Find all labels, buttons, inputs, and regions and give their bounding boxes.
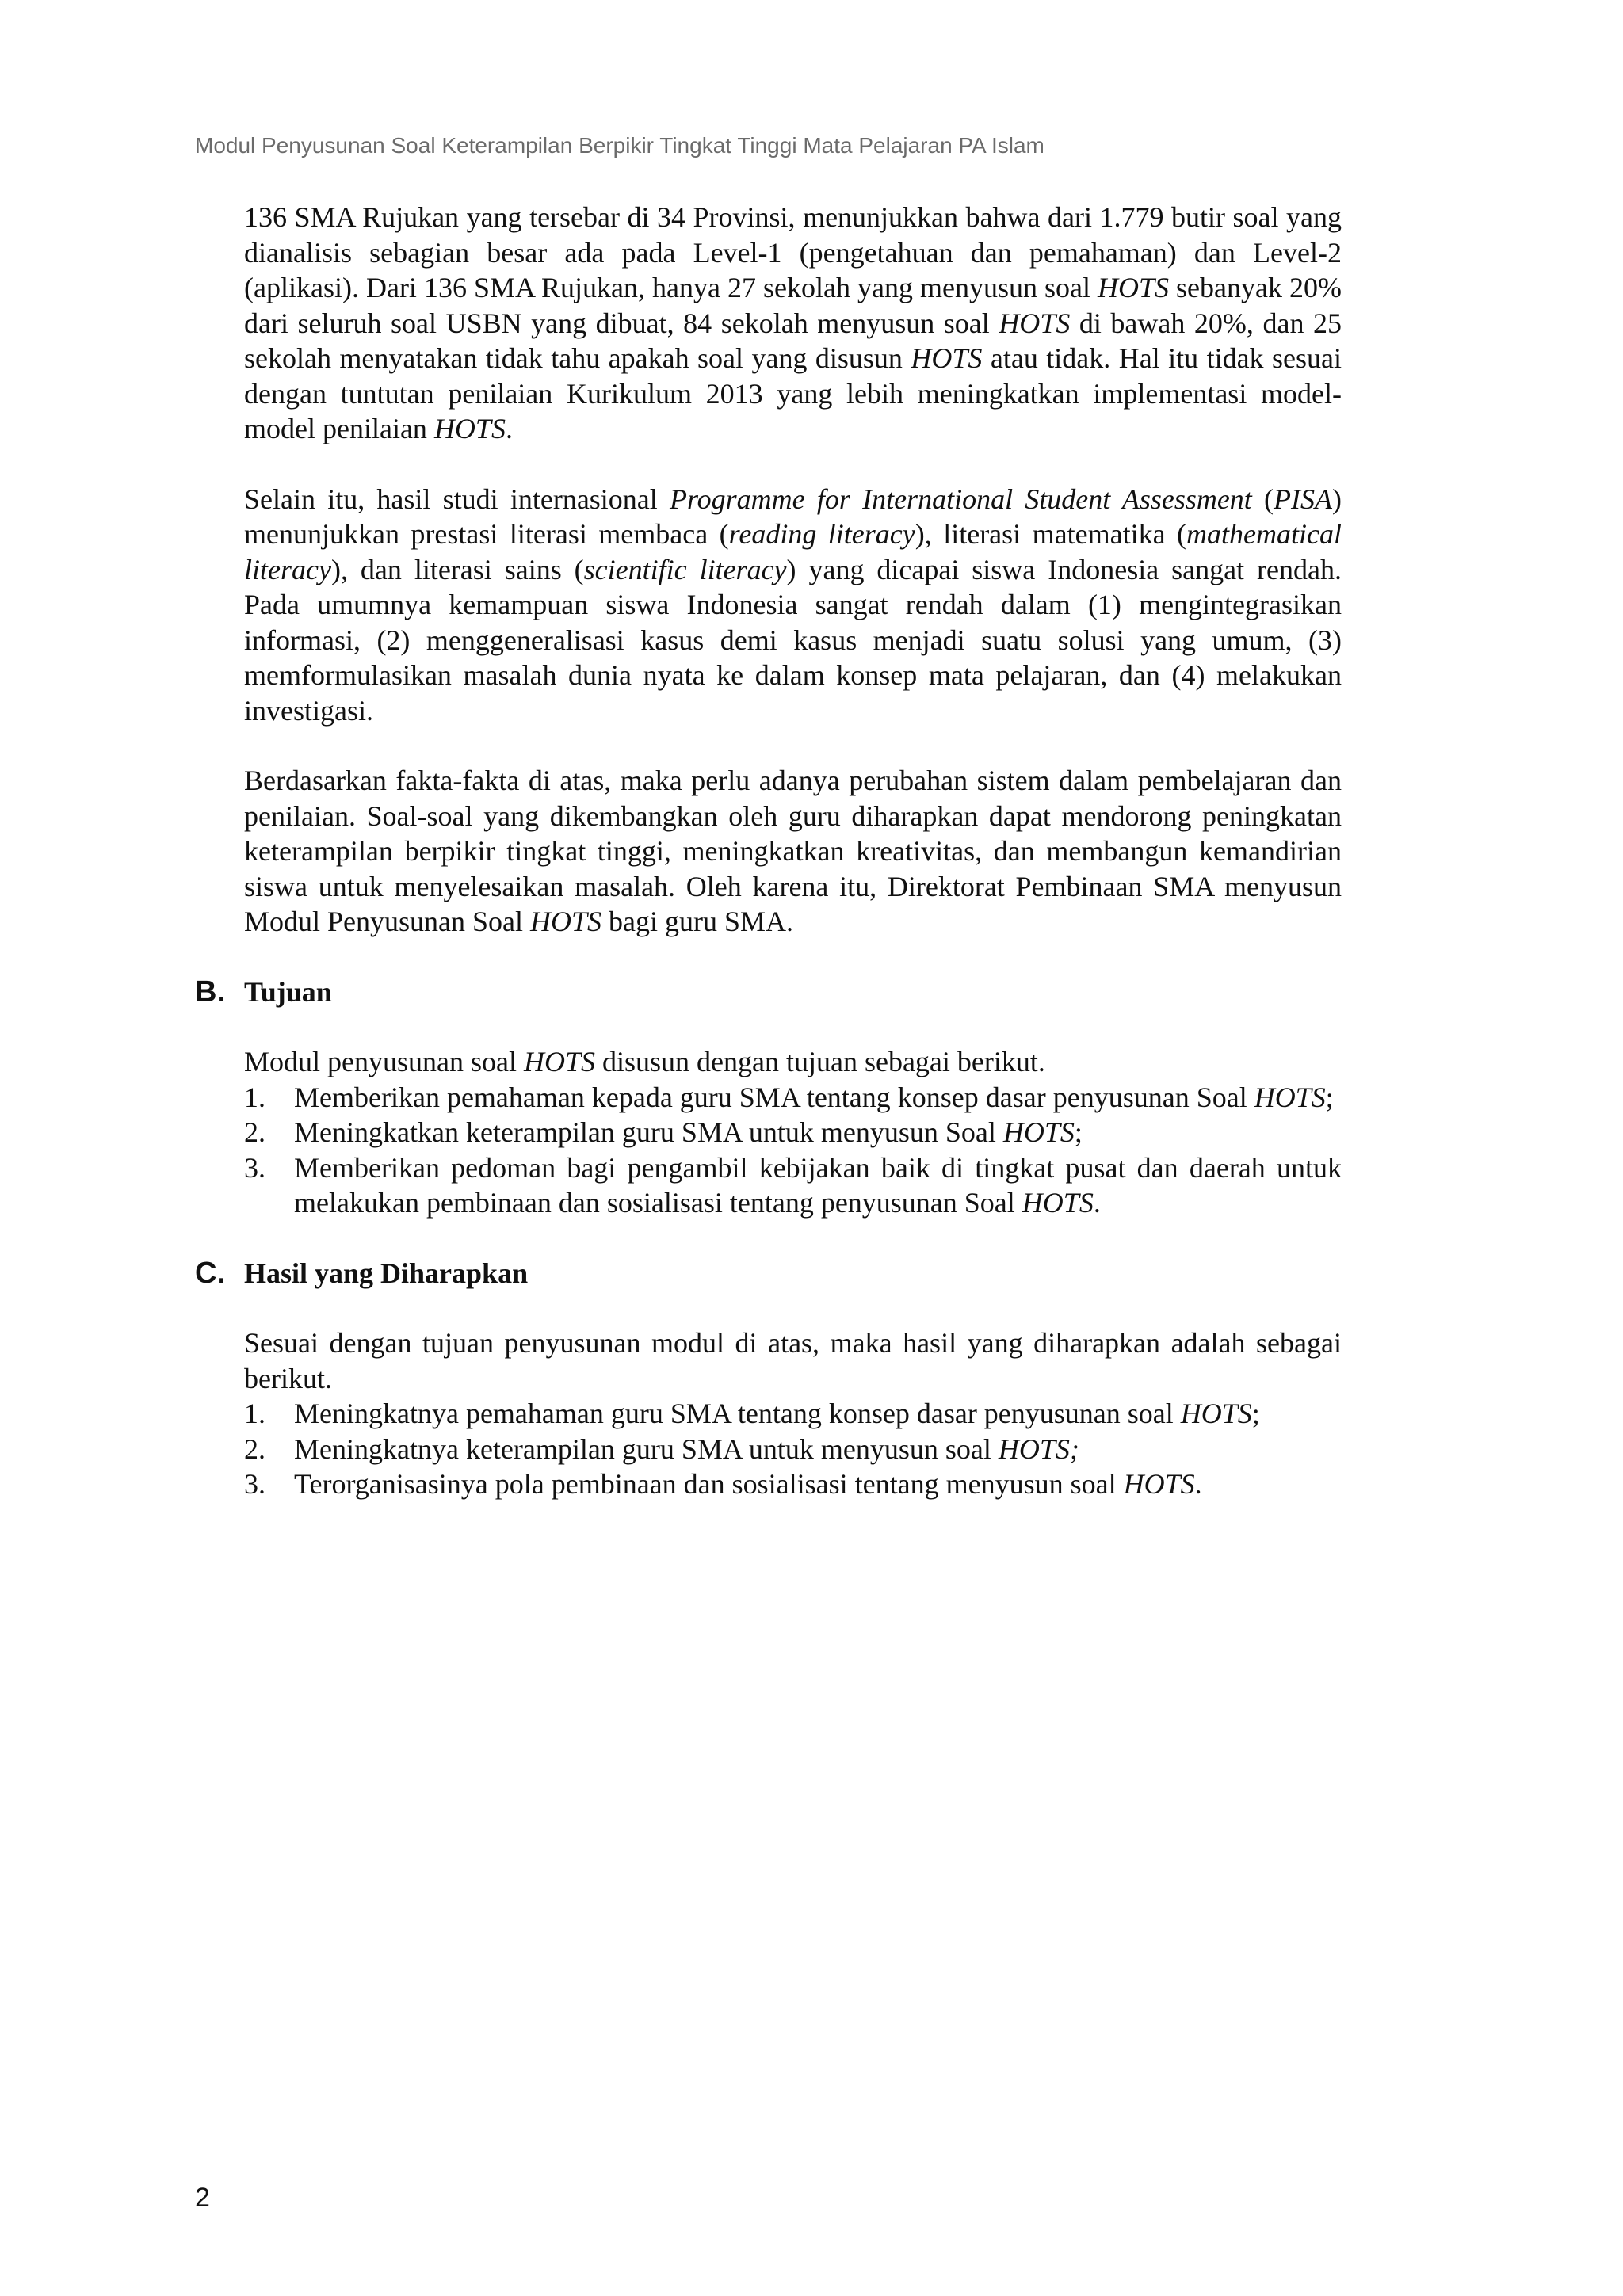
list-number: 1. <box>244 1398 265 1429</box>
hasil-intro: Sesuai dengan tujuan penyusunan modul di atas, maka hasil yang diharapkan adalah sebagai berikut. <box>244 1327 1342 1394</box>
section-letter: C. <box>195 1256 225 1290</box>
paragraph-sma-rujukan <box>244 200 1342 447</box>
italic-term: HOTS <box>999 307 1071 339</box>
list-item <box>244 1115 1342 1150</box>
text-run: Meningkatkan keterampilan guru SMA untuk menyusun Soal <box>294 1116 1003 1148</box>
list-item <box>244 1432 1342 1467</box>
italic-term: HOTS <box>1098 272 1170 303</box>
list-number: 2. <box>244 1432 265 1465</box>
text-run: Meningkatnya keterampilan guru SMA untuk menyusun soal <box>294 1432 999 1465</box>
list-number: 3. <box>244 1151 265 1184</box>
list-item <box>244 1396 1342 1432</box>
text-run: Terorganisasinya pola pembinaan dan sosialisasi tentang menyusun soal <box>294 1468 1124 1500</box>
text-run: ), literasi matematika ( <box>915 518 1187 550</box>
text-run: ; <box>1251 1398 1260 1429</box>
text-run: ; <box>1074 1116 1083 1148</box>
italic-term: HOTS; <box>998 1432 1079 1465</box>
tujuan-intro <box>244 1044 1342 1080</box>
running-header: Modul Penyusunan Soal Keterampilan Berpikir Tingkat Tinggi Mata Pelajaran PA Islam <box>195 133 1044 158</box>
section-letter: B. <box>195 974 225 1009</box>
text-run: . <box>1093 1187 1101 1219</box>
italic-term: PISA <box>1274 482 1332 515</box>
italic-term: HOTS <box>530 906 602 937</box>
italic-term: HOTS <box>433 413 506 444</box>
list-number: 3. <box>244 1468 265 1500</box>
text-run: Meningkatnya pemahaman guru SMA tentang konsep dasar penyusunan soal <box>294 1398 1181 1429</box>
list-number: 1. <box>244 1081 265 1113</box>
page-number: 2 <box>195 2183 210 2213</box>
paragraph-pisa <box>244 482 1342 729</box>
section-title: Tujuan <box>244 975 332 1008</box>
text-run: disusun dengan tujuan sebagai berikut. <box>595 1046 1045 1077</box>
text-run: ) menunjukkan prestasi literasi membaca ( <box>244 482 1342 550</box>
text-run: . <box>505 413 513 444</box>
section-heading-hasil <box>195 1256 1342 1291</box>
list-item <box>244 1080 1342 1116</box>
list-item <box>244 1150 1342 1221</box>
italic-term: HOTS <box>911 342 983 374</box>
text-run: Selain itu, hasil studi internasional <box>244 482 670 515</box>
text-run: Berdasarkan fakta-fakta di atas, maka perlu adanya perubahan sistem dalam pembelajaran dan penilaian. Soal-soal yang dikembangkan oleh guru diharapkan dapat mendorong peningkatan keterampilan berpikir tingkat tinggi, meningkatkan kreativitas, dan membangun kemandirian siswa untuk menyelesaikan masalah. Oleh karena itu, Direktorat Pembinaan SMA menyusun Modul Penyusunan Soal <box>244 765 1342 937</box>
text-run: ( <box>1251 482 1274 515</box>
text-run: bagi guru SMA. <box>601 906 794 937</box>
text-run: di bawah 20%, dan 25 sekolah menyatakan tidak tahu apakah soal yang disusun <box>244 307 1342 374</box>
italic-term: HOTS <box>1123 1468 1195 1500</box>
section-title: Hasil yang Diharapkan <box>244 1257 529 1289</box>
list-number: 2. <box>244 1116 265 1148</box>
text-run: Memberikan pemahaman kepada guru SMA tentang konsep dasar penyusunan Soal <box>294 1081 1254 1113</box>
text-run: ; <box>1325 1081 1334 1113</box>
italic-term: HOTS <box>1254 1081 1326 1113</box>
paragraph-berdasarkan <box>244 763 1342 940</box>
italic-term: Programme for International Student Assessment <box>670 482 1252 515</box>
italic-term: HOTS <box>523 1046 595 1077</box>
list-item <box>244 1466 1342 1502</box>
italic-term: reading literacy <box>728 518 915 550</box>
hasil-list <box>244 1396 1342 1502</box>
text-run: Memberikan pedoman bagi pengambil kebijakan baik di tingkat pusat dan daerah untuk melakukan pembinaan dan sosialisasi tentang penyusunan Soal <box>294 1151 1342 1219</box>
text-run: ), dan literasi sains ( <box>330 553 584 585</box>
italic-term: HOTS <box>1002 1116 1075 1148</box>
section-heading-tujuan <box>195 974 1342 1010</box>
italic-term: HOTS <box>1022 1187 1094 1219</box>
italic-term: mathematical literacy <box>244 518 1342 585</box>
text-run: atau tidak. Hal itu tidak sesuai dengan tuntutan penilaian Kurikulum 2013 yang lebih meningkatkan implementasi model-model penilaian <box>244 342 1342 444</box>
text-run: Modul penyusunan soal <box>244 1046 524 1077</box>
text-run: . <box>1194 1468 1202 1500</box>
tujuan-list <box>244 1080 1342 1221</box>
page-body <box>195 200 1342 1537</box>
italic-term: scientific literacy <box>583 553 787 585</box>
text-run: 136 SMA Rujukan yang tersebar di 34 Provinsi, menunjukkan bahwa dari 1.779 butir soal yang dianalisis sebagian besar ada pada Level-1 (pengetahuan dan pemahaman) dan Level-2 (aplikasi). Dari 136 SMA Rujukan, hanya 27 sekolah yang menyusun soal <box>244 201 1342 303</box>
text-run: sebanyak 20% dari seluruh soal USBN yang dibuat, 84 sekolah menyusun soal <box>244 272 1342 339</box>
text-run: ) yang dicapai siswa Indonesia sangat rendah. Pada umumnya kemampuan siswa Indonesia sangat rendah dalam (1) mengintegrasikan informasi, (2) menggeneralisasi kasus demi kasus menjadi suatu solusi yang umum, (3) memformulasikan masalah dunia nyata ke dalam konsep mata pelajaran, dan (4) melakukan investigasi. <box>244 553 1342 727</box>
italic-term: HOTS <box>1180 1398 1252 1429</box>
